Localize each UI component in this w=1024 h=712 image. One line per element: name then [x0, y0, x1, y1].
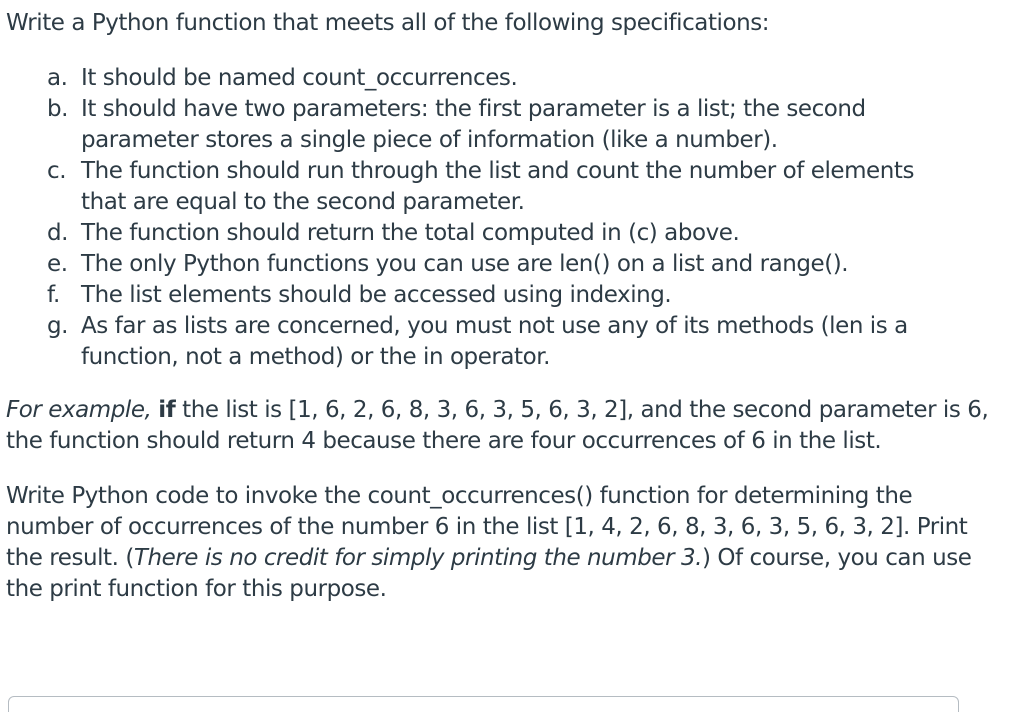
example-paragraph — [6, 395, 1006, 457]
task-paragraph — [6, 481, 1006, 605]
spec-item-c — [0, 156, 951, 218]
spec-item-g — [0, 311, 951, 373]
spec-text: The list elements should be accessed using indexing. — [81, 282, 672, 308]
answer-editor[interactable] — [8, 696, 959, 712]
example-lead-italic: For example, — [6, 397, 152, 423]
task-text: Write Python code to invoke the count_occurrences() function for determining the number of occurrences of the number 6 in the list [1, 4, 2, 6, 8, 3, 6, 3, 5, 6, 3, 2]. Print the result. ( — [6, 483, 968, 571]
spec-marker: b. — [47, 96, 69, 122]
task-text-end: ) Of course, you can use the print function for this purpose. — [6, 545, 972, 602]
spec-item-a — [0, 63, 951, 94]
spec-text: The only Python functions you can use are len() on a list and range(). — [81, 251, 849, 277]
spec-marker: f. — [47, 282, 60, 308]
spec-text: As far as lists are concerned, you must not use any of its methods (len is a function, not a method) or the in operator. — [81, 313, 908, 370]
specification-list — [0, 63, 951, 373]
spec-marker: e. — [47, 251, 68, 277]
spec-item-b — [0, 94, 951, 156]
spec-item-f — [0, 280, 951, 311]
example-lead-bold: if — [158, 397, 176, 423]
spec-text: It should be named count_occurrences. — [81, 65, 518, 91]
spec-marker: g. — [47, 313, 69, 339]
spec-text: The function should run through the list and count the number of elements that are equal to the second parameter. — [81, 158, 914, 215]
spec-item-d — [0, 218, 951, 249]
spec-item-e — [0, 249, 951, 280]
example-text: the list is [1, 6, 2, 6, 8, 3, 6, 3, 5, 6, 3, 2], and the second parameter is 6, the function should return 4 because there are four occurrences of 6 in the list. — [6, 397, 989, 454]
spec-text: It should have two parameters: the first parameter is a list; the second parameter stores a single piece of information (like a number). — [81, 96, 866, 153]
spec-marker: c. — [47, 158, 67, 184]
spec-marker: a. — [47, 65, 68, 91]
task-italic-note: There is no credit for simply printing the number 3. — [133, 545, 703, 571]
spec-marker: d. — [47, 220, 69, 246]
spec-text: The function should return the total computed in (c) above. — [81, 220, 740, 246]
instructions-intro: Write a Python function that meets all of the following specifications: — [6, 10, 770, 36]
